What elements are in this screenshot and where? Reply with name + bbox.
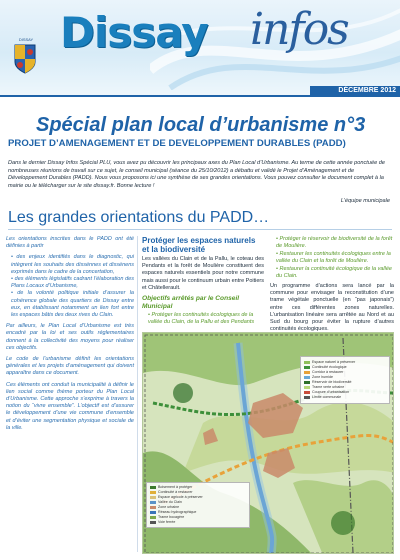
intro-signature: L’équipe municipale	[340, 198, 390, 204]
legend-label: Zone urbaine	[158, 505, 180, 509]
legend-swatch	[150, 506, 156, 509]
mid-body: Les vallées du Clain et de la Pallu, le coteau des Pendants et la forêt de Moulière constituent des espaces naturels essentiels pour notre commune mais aussi pour le continuum urbain entre Poitiers et Châtellerault.	[142, 256, 264, 291]
legend-label: Trame bocagère	[158, 515, 185, 519]
map-legend-bottom	[146, 482, 250, 528]
legend-swatch	[150, 491, 156, 494]
page-subtitle: PROJET D’AMENAGEMENT ET DE DEVELOPPEMENT DURABLES (PADD)	[8, 138, 346, 149]
legend-swatch	[150, 511, 156, 514]
left-column	[6, 236, 134, 436]
legend-swatch	[304, 366, 310, 369]
legend-swatch	[304, 396, 310, 399]
list-item: • Protéger les continuités écologiques de la vallée du Clain, de la Pallu et des Pendants	[148, 312, 264, 326]
logo-infos: infos	[250, 4, 348, 55]
legend-swatch	[304, 376, 310, 379]
issue-date: DÉCEMBRE 2012	[310, 86, 400, 96]
legend-label: Corridor à restaurer	[312, 370, 344, 374]
list-item: • Protéger le réservoir de biodiversité de la forêt de Moulière.	[276, 236, 394, 250]
left-paragraph: Ces éléments ont conduit la municipalité à définir le lien social comme thème porteur du Plan Local d’Urbanisme. Cette approche s’exprime à travers la notion du “vivre ensemble”. L’objectif est d’assurer le développement d’une vie commune d’ensemble et d’éviter une segmentation physique et sociale de la ville.	[6, 381, 134, 431]
legend-label: Réseau hydrographique	[158, 510, 197, 514]
legend-swatch	[304, 381, 310, 384]
legend-label: Continuité écologique	[312, 365, 347, 369]
legend-swatch	[304, 371, 310, 374]
right-body: Un programme d’actions sera lancé par la commune pour envisager la reconstitution d’une trame végétale ponctuelle (en “pas japonais”) entre ces différentes zones naturelles. L’urbanisation linéaire sera arrêtée au Nord et au Sud du bourg pour éviter la rupture d’autres continuités écologiques.	[270, 283, 394, 333]
middle-column	[142, 236, 264, 326]
section-rule	[8, 229, 392, 230]
map-legend-top	[300, 356, 390, 404]
legend-label: Trame verte urbaine	[312, 385, 345, 389]
right-bullet-list	[270, 236, 394, 280]
legend-swatch	[150, 496, 156, 499]
left-bullet-list	[6, 254, 134, 319]
mid-bullet-list	[142, 312, 264, 326]
legend-label: Voie ferrée	[158, 520, 176, 524]
legend-row	[150, 520, 246, 525]
column-divider	[137, 236, 138, 552]
legend-label: Zone humide	[312, 375, 333, 379]
legend-label: Vallée du Clain	[158, 500, 182, 504]
left-paragraph: Par ailleurs, le Plan Local d’Urbanisme est très encadré par la loi et ses outils réglementaires donnent à la collectivité des moyens pour réaliser ces objectifs.	[6, 323, 134, 351]
legend-swatch	[304, 391, 310, 394]
masthead-rule	[0, 95, 400, 97]
legend-label: Espace naturel à préserver	[312, 360, 356, 364]
legend-label: Continuité à restaurer	[158, 490, 193, 494]
intro-paragraph: Dans le dernier Dissay Infos Spécial PLU, vous avez pu découvrir les principaux axes du Plan Local d’Urbanisme. Au terme de cette année ponctuée de nombreuses réunions de travail sur ce sujet, le conseil municipal (séance du 25/10/2012) a débattu et validé le Projet d’Aménagement et de Développement Durables (PADD). Nous vous proposons ici une synthèse de ses grandes orientations. Vous pouvez consulter le document complet à la mairie ou le télécharger sur le site dissay.fr. Bonne lecture !	[8, 160, 385, 189]
left-paragraph: Les orientations inscrites dans le PADD ont été définies à partir	[6, 236, 134, 250]
crest-label: DISSAY	[18, 37, 34, 42]
right-column	[270, 236, 394, 333]
legend-label: Coupure d’urbanisation	[312, 390, 350, 394]
left-paragraph: Le code de l’urbanisme définit les orientations générales et les projets d’aménagement qui doivent apparaître dans ce document.	[6, 356, 134, 377]
town-crest-icon	[14, 44, 36, 74]
legend-swatch	[150, 516, 156, 519]
mid-subheading: Objectifs arrêtés par le Conseil Municipal	[142, 295, 240, 310]
legend-swatch	[150, 501, 156, 504]
page-title: Spécial plan local d’urbanisme n°3	[36, 114, 366, 136]
legend-row	[304, 395, 386, 400]
section-heading: Les grandes orientations du PADD…	[8, 209, 270, 226]
masthead	[0, 0, 400, 96]
logo-dissay: Dissay	[60, 8, 208, 57]
list-item: • des enjeux identifiés dans le diagnostic, qui intègrent les souhaits des dissénnes et dissénens exprimés dans le cadre de la concertation,	[11, 254, 134, 276]
legend-swatch	[150, 486, 156, 489]
legend-label: Boisement à protéger	[158, 485, 193, 489]
legend-swatch	[304, 361, 310, 364]
legend-label: Espace agricole à préserver	[158, 495, 203, 499]
legend-swatch	[304, 386, 310, 389]
legend-label: Réservoir de biodiversité	[312, 380, 352, 384]
mid-heading: Protéger les espaces naturels et la biodiversité	[142, 236, 256, 254]
list-item: • Restaurer les continuités écologiques entre la vallée du Clain et la forêt de Moulière.	[276, 251, 394, 265]
list-item: • de la volonté politique initiale d’assurer la cohérence globale des quartiers de Dissay entre eux, en établissant notamment un lien fort entre les espaces bâtis des deux rives du Clain.	[11, 290, 134, 319]
list-item: • Restaurer la continuité écologique de la vallée du Clain.	[276, 266, 394, 280]
legend-swatch	[150, 521, 156, 524]
legend-label: Limite communale	[312, 395, 342, 399]
list-item: • des éléments législatifs cadrant l’élaboration des Plans Locaux d’Urbanisme,	[11, 276, 134, 290]
